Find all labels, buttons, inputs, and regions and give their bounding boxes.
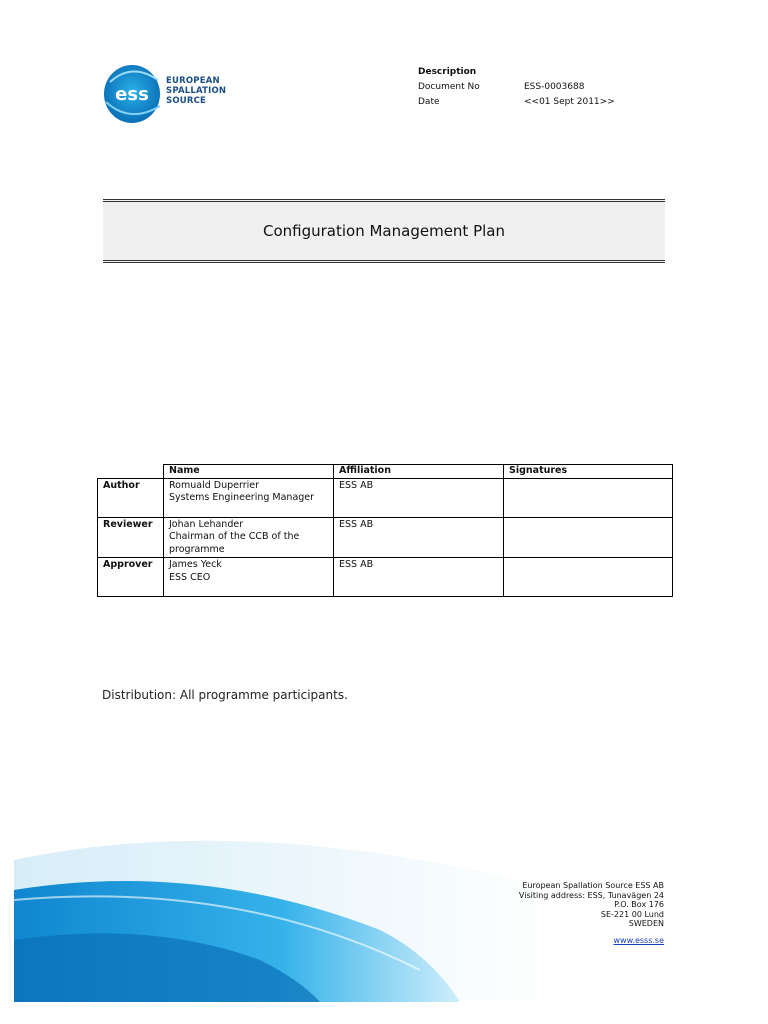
name-cell	[164, 517, 334, 558]
person-title: Systems Engineering Manager	[169, 492, 315, 503]
website-link[interactable]: www.esss.se	[613, 935, 664, 945]
date-value: <<01 Sept 2011>>	[524, 97, 615, 107]
description-heading: Description	[418, 67, 477, 77]
address-line: European Spallation Source ESS AB	[522, 881, 664, 890]
date-row	[418, 95, 615, 110]
address-line: SE-221 00 Lund	[600, 909, 664, 919]
table-row	[98, 517, 673, 558]
document-no-label: Document No	[418, 82, 480, 92]
person-name: Romuald Duperrier	[169, 479, 260, 491]
signature-table	[97, 464, 673, 597]
signature-cell	[504, 558, 673, 597]
ess-logo-mark-icon	[102, 62, 166, 126]
footer-address	[519, 881, 664, 945]
address-line: Visiting address: ESS, Tunavägen 24	[518, 890, 664, 900]
person-name: Johan Lehander	[169, 518, 244, 530]
affiliation-cell: ESS AB	[334, 478, 504, 517]
name-cell	[164, 558, 334, 597]
logo-line: EUROPEAN	[166, 76, 220, 86]
signature-cell	[504, 478, 673, 517]
table-row	[98, 478, 673, 517]
person-title: Chairman of the CCB of the programme	[169, 531, 300, 555]
document-no-value: ESS-0003688	[524, 82, 585, 92]
logo-line: SPALLATION	[166, 86, 227, 96]
title-box	[103, 199, 665, 263]
role-cell: Author	[98, 478, 164, 517]
person-title: ESS CEO	[169, 571, 211, 583]
ess-logo	[102, 62, 252, 126]
role-cell: Approver	[98, 558, 164, 597]
document-title: Configuration Management Plan	[263, 222, 505, 240]
signature-cell	[504, 517, 673, 558]
logo-line: SOURCE	[166, 96, 207, 106]
header-affiliation: Affiliation	[334, 465, 504, 479]
address-line: SWEDEN	[628, 919, 664, 928]
logo-text	[166, 76, 226, 106]
affiliation-cell: ESS AB	[334, 517, 504, 558]
document-no-row	[418, 80, 615, 95]
logo-wordmark: ess	[115, 84, 149, 105]
header-signatures: Signatures	[504, 465, 673, 479]
date-label: Date	[418, 97, 440, 107]
person-name: James Yeck	[169, 559, 222, 570]
table-corner-cell	[98, 465, 164, 479]
table-row	[98, 558, 673, 597]
table-header-row	[98, 465, 673, 479]
name-cell	[164, 478, 334, 517]
affiliation-cell: ESS AB	[334, 558, 504, 597]
header-name: Name	[164, 465, 334, 479]
address-line: P.O. Box 176	[614, 900, 664, 909]
document-description	[418, 65, 615, 110]
distribution-note: Distribution: All programme participants.	[102, 688, 348, 702]
role-cell: Reviewer	[98, 517, 164, 558]
